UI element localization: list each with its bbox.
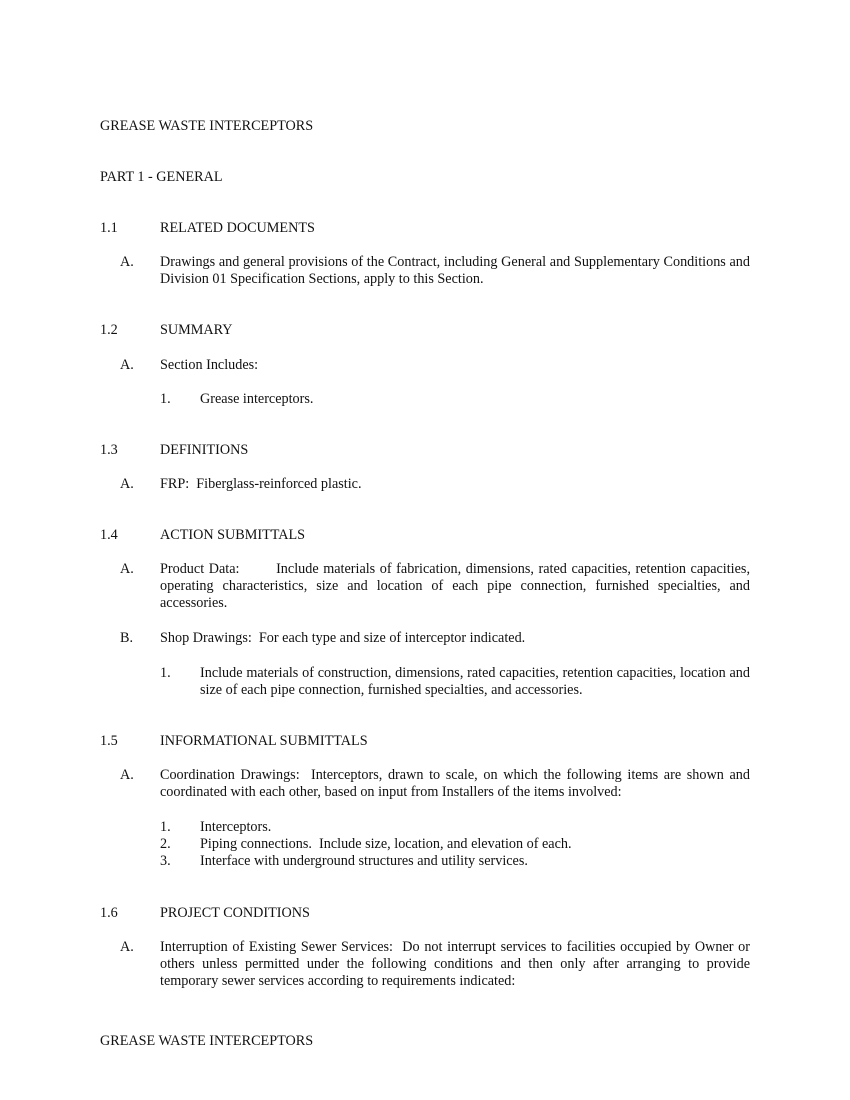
section-title: SUMMARY bbox=[160, 322, 233, 338]
item-label: A. bbox=[120, 939, 134, 955]
item-text: Section Includes: bbox=[160, 357, 259, 373]
subitem-label: 1. bbox=[160, 665, 171, 681]
subitem-text: Interceptors. bbox=[200, 819, 272, 835]
section-title: RELATED DOCUMENTS bbox=[160, 220, 315, 236]
item-text: Coordination Drawings: Interceptors, drawn to scale, on which the following items are shown and coordinated with each other, based on input from Installers of the items involved: bbox=[160, 767, 754, 800]
page-footer: GREASE WASTE INTERCEPTORS bbox=[100, 1033, 314, 1049]
item-text: Product Data: Include materials of fabrication, dimensions, rated capacities, retention capacities, operating characteristics, size and location of each pipe connection, furnished specialties, and accessories. bbox=[160, 561, 754, 611]
item-text: Interruption of Existing Sewer Services: Do not interrupt services to facilities occupied by Owner or others unless permitted under the following conditions and then only after arranging to provide temporary sewer services according to requirements indicated: bbox=[160, 939, 754, 989]
subitem-label: 1. bbox=[160, 819, 171, 835]
subitem-label: 2. bbox=[160, 836, 171, 852]
subitem-text: Include materials of construction, dimensions, rated capacities, retention capacities, location and size of each pipe connection, furnished specialties, and accessories. bbox=[200, 665, 750, 698]
section-title: ACTION SUBMITTALS bbox=[160, 527, 306, 543]
subitem-text: Piping connections. Include size, location, and elevation of each. bbox=[200, 836, 572, 852]
section-number: 1.2 bbox=[100, 322, 118, 338]
subitem-text: Interface with underground structures and utility services. bbox=[200, 853, 528, 869]
item-label: A. bbox=[120, 254, 134, 270]
section-title: PROJECT CONDITIONS bbox=[160, 905, 310, 921]
item-text: Drawings and general provisions of the Contract, including General and Supplementary Conditions and Division 01 Specification Sections, apply to this Section. bbox=[160, 254, 750, 287]
item-label: A. bbox=[120, 767, 134, 783]
document-title: GREASE WASTE INTERCEPTORS bbox=[100, 118, 314, 134]
item-label: B. bbox=[120, 630, 134, 646]
section-number: 1.4 bbox=[100, 527, 118, 543]
section-title: DEFINITIONS bbox=[160, 442, 249, 458]
item-label: A. bbox=[120, 357, 134, 373]
subitem-text: Grease interceptors. bbox=[200, 391, 314, 407]
item-text: Shop Drawings: For each type and size of interceptor indicated. bbox=[160, 630, 526, 646]
part-heading: PART 1 - GENERAL bbox=[100, 169, 223, 185]
section-title: INFORMATIONAL SUBMITTALS bbox=[160, 733, 368, 749]
section-number: 1.6 bbox=[100, 905, 118, 921]
section-number: 1.1 bbox=[100, 220, 118, 236]
subitem-label: 3. bbox=[160, 853, 171, 869]
item-label: A. bbox=[120, 476, 134, 492]
section-number: 1.3 bbox=[100, 442, 118, 458]
subitem-label: 1. bbox=[160, 391, 171, 407]
item-text: FRP: Fiberglass-reinforced plastic. bbox=[160, 476, 362, 492]
item-label: A. bbox=[120, 561, 134, 577]
section-number: 1.5 bbox=[100, 733, 118, 749]
